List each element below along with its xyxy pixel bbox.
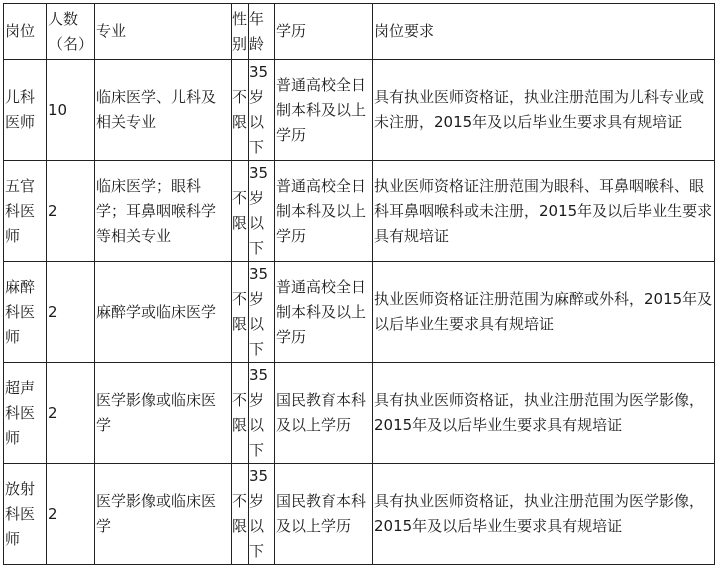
cell-major: 医学影像或临床医学 — [95, 464, 232, 565]
table-body — [4, 4, 715, 565]
cell-major: 医学影像或临床医学 — [95, 363, 232, 464]
recruitment-table — [3, 3, 715, 565]
cell-requirements: 执业医师资格证注册范围为麻醉或外科，2015年及以后毕业生要求具有规培证 — [373, 262, 715, 363]
cell-position: 超声科医师 — [4, 363, 47, 464]
table-row — [4, 363, 715, 464]
cell-gender: 不限 — [232, 161, 249, 262]
header-requirements: 岗位要求 — [373, 4, 715, 60]
cell-position: 麻醉科医师 — [4, 262, 47, 363]
cell-gender: 不限 — [232, 363, 249, 464]
cell-education: 普通高校全日制本科及以上学历 — [275, 60, 373, 161]
cell-education: 普通高校全日制本科及以上学历 — [275, 262, 373, 363]
cell-count: 10 — [47, 60, 95, 161]
cell-age: 35岁以下 — [249, 161, 275, 262]
cell-position: 儿科医师 — [4, 60, 47, 161]
header-major: 专业 — [95, 4, 232, 60]
header-education: 学历 — [275, 4, 373, 60]
header-age: 年龄 — [249, 4, 275, 60]
cell-count: 2 — [47, 363, 95, 464]
cell-requirements: 具有执业医师资格证，执业注册范围为儿科专业或未注册，2015年及以后毕业生要求具有规培证 — [373, 60, 715, 161]
cell-age: 35岁以下 — [249, 464, 275, 565]
cell-education: 国民教育本科及以上学历 — [275, 363, 373, 464]
cell-position: 放射科医师 — [4, 464, 47, 565]
table-row — [4, 262, 715, 363]
cell-gender: 不限 — [232, 262, 249, 363]
header-count: 人数（名） — [47, 4, 95, 60]
cell-count: 2 — [47, 161, 95, 262]
cell-count: 2 — [47, 464, 95, 565]
header-position: 岗位 — [4, 4, 47, 60]
cell-count: 2 — [47, 262, 95, 363]
cell-education: 国民教育本科及以上学历 — [275, 464, 373, 565]
cell-gender: 不限 — [232, 60, 249, 161]
cell-major: 麻醉学或临床医学 — [95, 262, 232, 363]
cell-position: 五官科医师 — [4, 161, 47, 262]
cell-requirements: 具有执业医师资格证，执业注册范围为医学影像，2015年及以后毕业生要求具有规培证 — [373, 363, 715, 464]
cell-age: 35岁以下 — [249, 363, 275, 464]
cell-requirements: 执业医师资格证注册范围为眼科、耳鼻咽喉科、眼科耳鼻咽喉科或未注册，2015年及以后毕业生要求具有规培证 — [373, 161, 715, 262]
cell-education: 普通高校全日制本科及以上学历 — [275, 161, 373, 262]
table-header-row — [4, 4, 715, 60]
cell-gender: 不限 — [232, 464, 249, 565]
table-row — [4, 464, 715, 565]
cell-major: 临床医学、儿科及相关专业 — [95, 60, 232, 161]
cell-requirements: 具有执业医师资格证，执业注册范围为医学影像，2015年及以后毕业生要求具有规培证 — [373, 464, 715, 565]
cell-major: 临床医学；眼科学；耳鼻咽喉科学等相关专业 — [95, 161, 232, 262]
table-row — [4, 60, 715, 161]
table-row — [4, 161, 715, 262]
cell-age: 35岁以下 — [249, 262, 275, 363]
header-gender: 性别 — [232, 4, 249, 60]
cell-age: 35岁以下 — [249, 60, 275, 161]
